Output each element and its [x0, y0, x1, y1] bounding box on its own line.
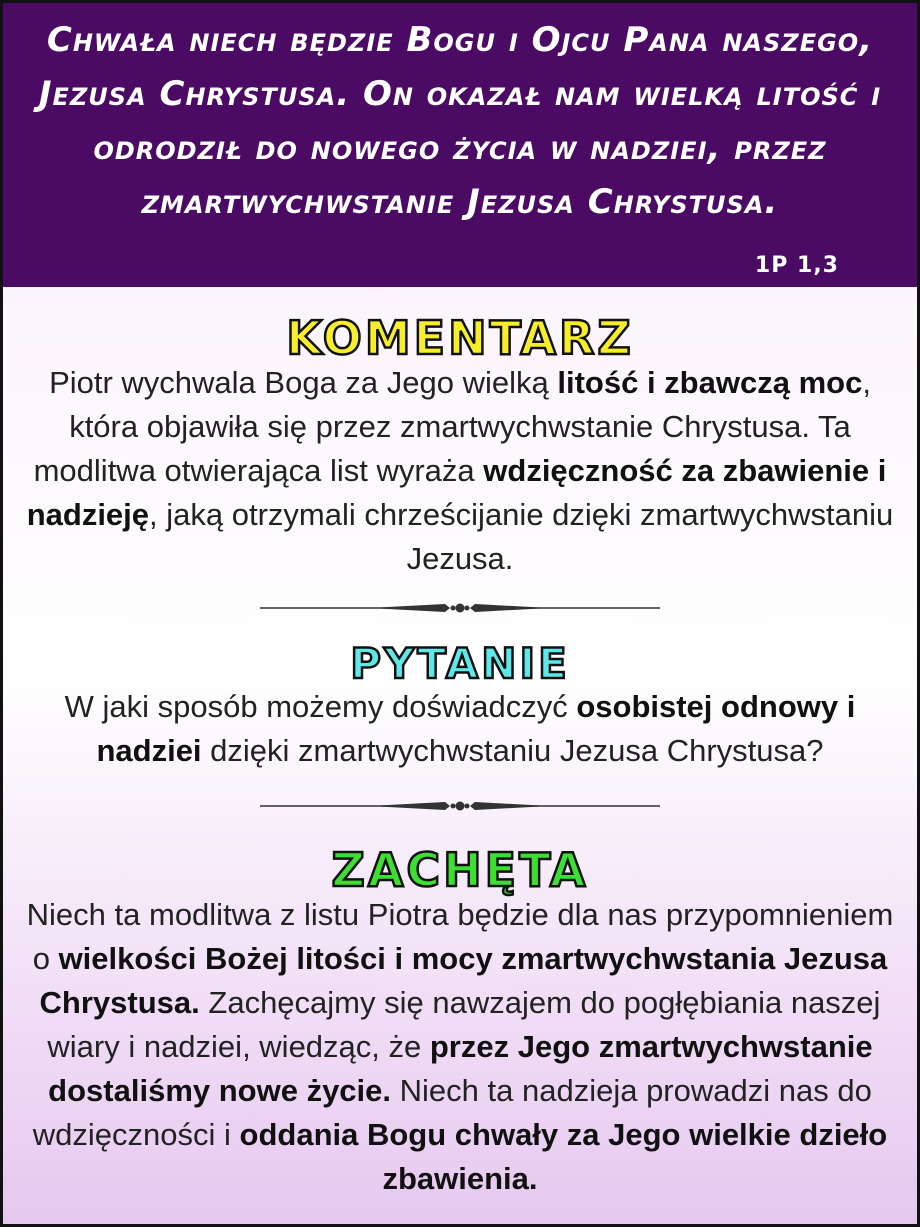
pytanie-title: PYTANIE: [350, 639, 570, 688]
bold-text-segment: wdzięczność za zbawienie i nadzieję: [26, 453, 887, 532]
bold-text-segment: osobistej odnowy i nadziei: [96, 689, 856, 768]
pytanie-text: [3, 685, 917, 773]
text-segment: dzięki zmartwychwstaniu Jezusa Chrystusa?: [201, 733, 824, 768]
ornamental-divider-icon: [260, 795, 660, 817]
bold-text-segment: przez Jego zmartwychwstanie dostaliśmy nowe życie.: [48, 1029, 873, 1108]
ornamental-divider-icon: [260, 597, 660, 619]
text-segment: W jaki sposób możemy doświadczyć: [64, 689, 577, 724]
komentarz-text: [3, 361, 917, 581]
text-segment: Piotr wychwala Boga za Jego wielką: [49, 365, 558, 400]
text-segment: Niech ta nadzieja prowadzi nas do wdzięczności i: [32, 1073, 872, 1152]
komentarz-title: KOMENTARZ: [286, 311, 634, 365]
verse-header: [3, 3, 917, 287]
text-segment: , która objawiła się przez zmartwychwstanie Chrystusa. Ta modlitwa otwierająca list wyraża: [33, 365, 871, 488]
verse-text: Chwała niech będzie Bogu i Ojcu Pana naszego, Jezusa Chrystusa. On okazał nam wielką litość i odrodził do nowego życia w nadziei, przez zmartwychwstanie Jezusa Chrystusa.: [38, 20, 882, 222]
zacheta-text: [3, 893, 917, 1201]
bold-text-segment: wielkości Bożej litości i mocy zmartwychwstania Jezusa Chrystusa.: [39, 941, 888, 1020]
text-segment: Zachęcajmy się nawzajem do pogłębiania naszej wiary i nadziei, wiedząc, że: [47, 985, 881, 1064]
bold-text-segment: litość i zbawczą moc: [557, 365, 863, 400]
zacheta-title: ZACHĘTA: [331, 843, 589, 897]
verse-reference: 1P 1,3: [754, 253, 839, 278]
bold-text-segment: oddania Bogu chwały za Jego wielkie dzieło zbawienia.: [239, 1117, 888, 1196]
text-segment: , jaką otrzymali chrześcijanie dzięki zmartwychwstaniu Jezusa.: [149, 497, 894, 576]
text-segment: Niech ta modlitwa z listu Piotra będzie dla nas przypomnieniem o: [26, 897, 894, 976]
